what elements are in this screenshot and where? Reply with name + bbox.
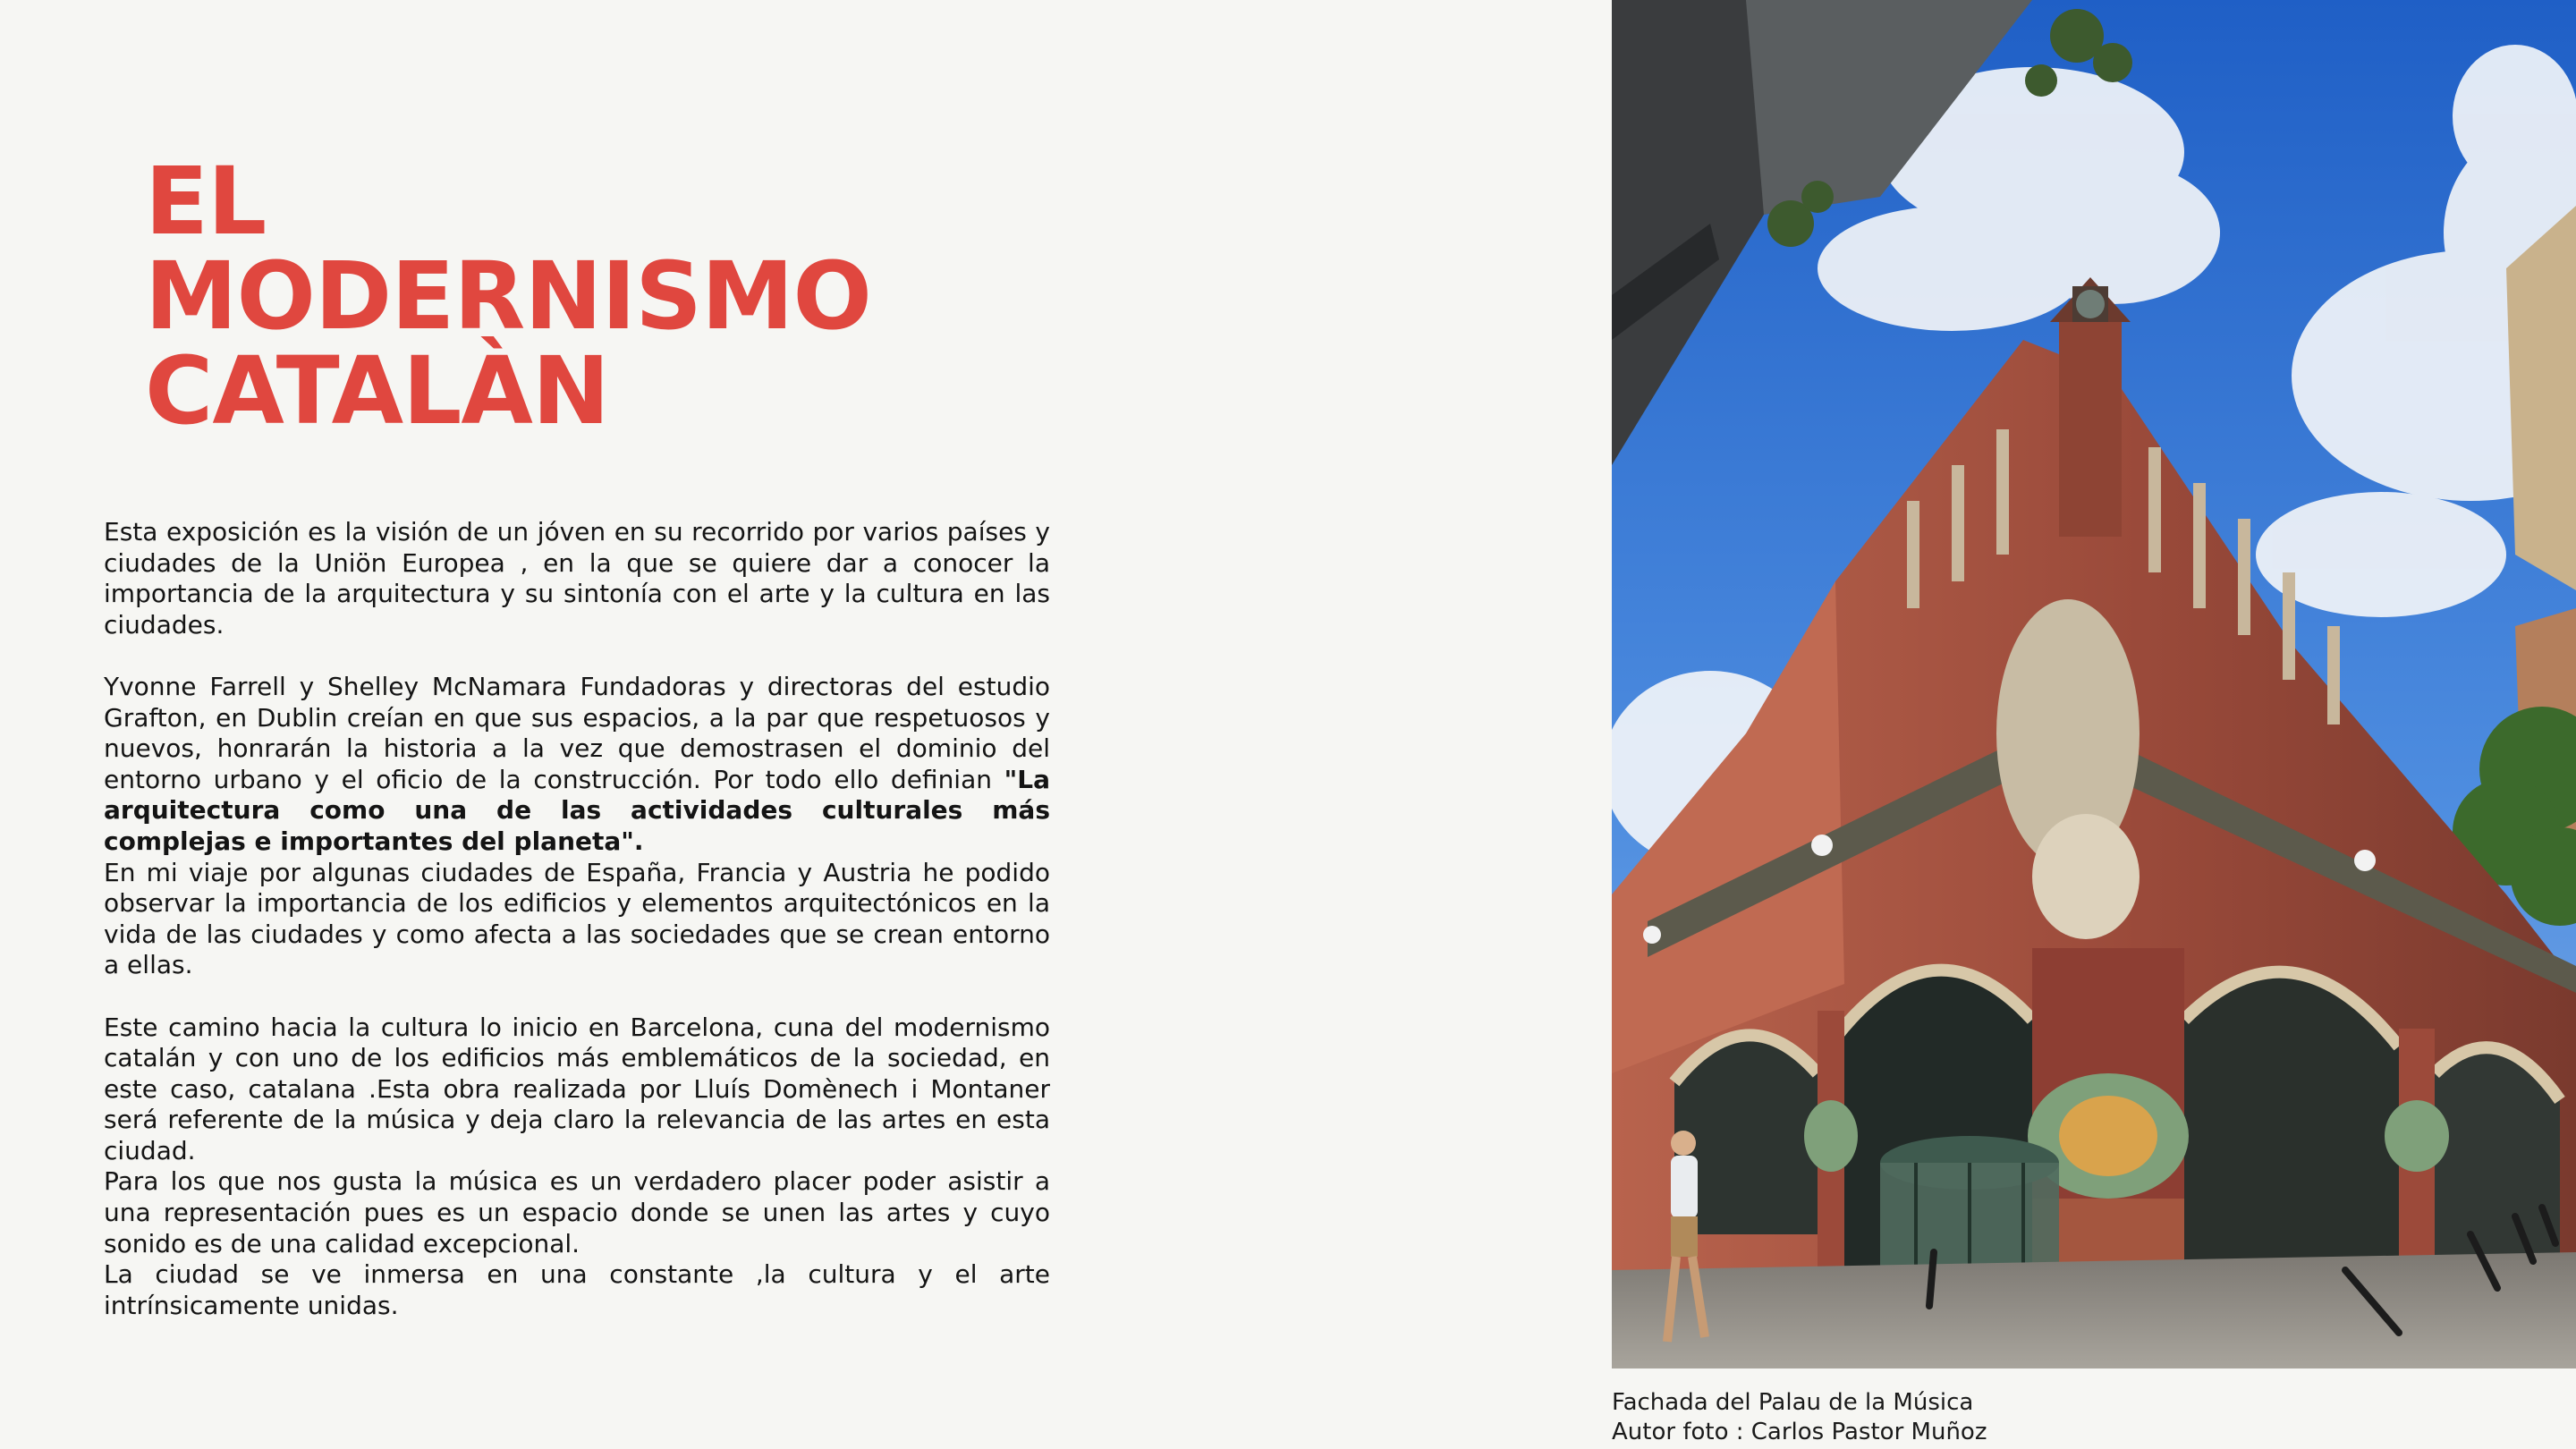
paragraph-music: Para los que nos gusta la música es un verdadero placer poder asistir a una representación pues es un espacio donde se unen las artes y cuyo sonido es de una calidad excepcional. xyxy=(104,1166,1050,1258)
title-line-3: CATALÀN xyxy=(145,336,609,445)
paragraph-gap xyxy=(104,981,1050,1013)
paragraph-intro: Esta exposición es la visión de un jóven en su recorrido por varios países y ciudades de la Uniön Europea , en la que se quiere dar a conocer la importancia de la arquitectura y su sintonía con el arte y la cultura en las ciudades. xyxy=(104,517,1050,640)
paragraph-gap xyxy=(104,640,1050,672)
photo-caption xyxy=(1612,1388,1987,1447)
page-title xyxy=(145,147,871,445)
body-text xyxy=(104,517,1050,1321)
facade-illustration xyxy=(1612,0,2576,1368)
paragraph-barcelona: Este camino hacia la cultura lo inicio en Barcelona, cuna del modernismo catalán y con uno de los edificios más emblemáticos de la sociedad, en este caso, catalana .Esta obra realizada por Lluís Domènech i Montaner será referente de la música y deja claro la relevancia de las artes en esta ciudad. xyxy=(104,1012,1050,1165)
paragraph-travel: En mi viaje por algunas ciudades de España, Francia y Austria he podido observar la importancia de los edificios y elementos arquitectónicos en la vida de las ciudades y como afecta a las sociedades que se crean entorno a ellas. xyxy=(104,857,1050,980)
caption-author: Autor foto : Carlos Pastor Muñoz xyxy=(1612,1419,1987,1445)
title-line-1: EL xyxy=(145,147,267,256)
paragraph-grafton xyxy=(104,672,1050,858)
paragraph-grafton-text: Yvonne Farrell y Shelley McNamara Fundadoras y directoras del estudio Grafton, en Dublin creían en que sus espacios, a la par que respetuosos y nuevos, honrarán la historia a la vez que demostrasen el dominio del entorno urbano y el oficio de la construcción. Por todo ello definian xyxy=(104,671,1050,794)
paragraph-city: La ciudad se ve inmersa en una constante ,la cultura y el arte intrínsicamente unidas. xyxy=(104,1259,1050,1320)
title-line-2: MODERNISMO xyxy=(145,242,871,351)
palau-musica-photo xyxy=(1612,0,2576,1368)
caption-title: Fachada del Palau de la Música xyxy=(1612,1389,1974,1416)
architecture-quote: "La arquitectura como una de las actividades culturales más complejas e importantes del planeta". xyxy=(104,764,1050,856)
